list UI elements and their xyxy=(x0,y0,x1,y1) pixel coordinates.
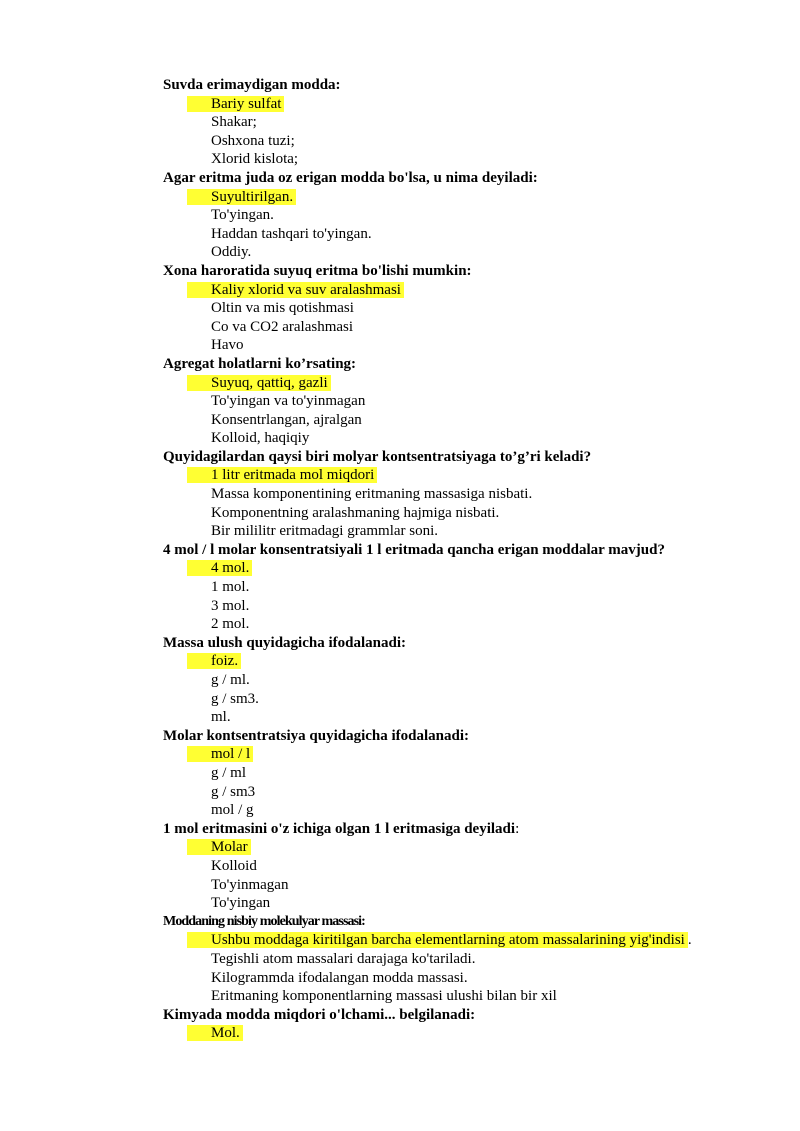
quiz-content xyxy=(163,76,763,1043)
answer-option: g / sm3 xyxy=(211,783,256,800)
question-title: 4 mol / l molar konsentratsiyali 1 l eritmada qancha erigan moddalar mavjud? xyxy=(163,541,665,558)
answer-option: g / ml. xyxy=(211,672,250,688)
question-title: Agregat holatlarni ko’rsating: xyxy=(163,355,357,372)
question-colon: : xyxy=(515,820,520,837)
answer-label: Kaliy xlorid va suv aralashmasi xyxy=(187,282,404,298)
answer-option: Shakar; xyxy=(211,114,257,131)
answer-correct xyxy=(163,374,763,393)
answer-option: Havo xyxy=(211,337,244,354)
answer-correct xyxy=(163,931,763,950)
answer-option: Xlorid kislota; xyxy=(211,151,299,168)
question-title: Quyidagilardan qaysi biri molyar kontsentratsiyaga to’g’ri keladi? xyxy=(163,448,592,465)
answer-correct xyxy=(163,281,763,300)
answer-option: Kolloid, haqiqiy xyxy=(211,430,310,447)
answer-correct xyxy=(163,1024,763,1043)
answer-option: g / ml xyxy=(211,764,247,781)
answer-label: mol / l xyxy=(187,746,253,762)
answer-correct xyxy=(163,559,763,578)
answer-option: Co va CO2 aralashmasi xyxy=(211,318,354,335)
answer-option: Haddan tashqari to'yingan. xyxy=(211,225,372,242)
answer-option: Tegishli atom massalari darajaga ko'tariladi. xyxy=(211,950,476,967)
answer-option: To'yinmagan xyxy=(211,876,289,893)
answer-option: Massa komponentining eritmaning massasiga nisbati. xyxy=(211,486,533,503)
answer-option: 2 mol. xyxy=(211,616,250,633)
question-title: Agar eritma juda oz erigan modda bo'lsa, u nima deyiladi: xyxy=(163,169,538,186)
question-title: Suvda erimaydigan modda: xyxy=(163,77,341,93)
answer-option: 1 mol. xyxy=(211,579,250,596)
answer-option: Oshxona tuzi; xyxy=(211,132,295,149)
answer-option: To'yingan xyxy=(211,895,271,912)
answer-correct xyxy=(163,188,763,207)
answer-label: Bariy sulfat xyxy=(187,96,284,112)
question-title: Xona haroratida suyuq eritma bo'lishi mumkin: xyxy=(163,262,472,279)
answer-option: Kilogrammda ifodalangan modda massasi. xyxy=(211,969,468,986)
answer-label: 1 litr eritmada mol miqdori xyxy=(187,467,377,483)
question-title: Moddaning nisbiy molekulyar massasi: xyxy=(163,913,365,929)
answer-option: g / sm3. xyxy=(211,690,259,707)
answer-option: To'yingan. xyxy=(211,207,274,224)
answer-label: 4 mol. xyxy=(187,560,252,576)
answer-option: Konsentrlangan, ajralgan xyxy=(211,411,362,428)
answer-label: Mol. xyxy=(187,1025,243,1041)
answer-option: ml. xyxy=(211,709,231,726)
question-title xyxy=(163,820,763,839)
answer-correct xyxy=(163,95,763,114)
answer-label: Ushbu moddaga kiritilgan barcha elementlarning atom massalarining yig'indisi xyxy=(187,932,688,948)
answer-option: To'yingan va to'yinmagan xyxy=(211,393,366,410)
answer-correct xyxy=(163,652,763,671)
answer-correct xyxy=(163,466,763,485)
question-text: 1 mol eritmasini o'z ichiga olgan 1 l eritmasiga deyiladi xyxy=(163,820,516,837)
answer-option: Bir mililitr eritmadagi grammlar soni. xyxy=(211,523,439,540)
answer-label: Suyultirilgan. xyxy=(187,189,296,205)
answer-period: . xyxy=(687,932,692,949)
answer-correct xyxy=(163,838,763,857)
answer-label: Suyuq, qattiq, gazli xyxy=(187,375,331,391)
question-title: Molar kontsentratsiya quyidagicha ifodalanadi: xyxy=(163,727,470,744)
answer-option: Oddiy. xyxy=(211,244,252,261)
answer-correct xyxy=(163,745,763,764)
answer-option: 3 mol. xyxy=(211,597,250,614)
answer-option: Eritmaning komponentlarning massasi ulushi bilan bir xil xyxy=(211,988,557,1005)
answer-option: mol / g xyxy=(211,802,254,819)
answer-label: foiz. xyxy=(187,653,241,669)
answer-option: Oltin va mis qotishmasi xyxy=(211,300,354,317)
question-title: Massa ulush quyidagicha ifodalanadi: xyxy=(163,634,406,651)
answer-option: Komponentning aralashmaning hajmiga nisbati. xyxy=(211,504,500,521)
answer-option: Kolloid xyxy=(211,857,257,874)
answer-label: Molar xyxy=(187,839,251,855)
question-title: Kimyada modda miqdori o'lchami... belgilanadi: xyxy=(163,1006,476,1023)
